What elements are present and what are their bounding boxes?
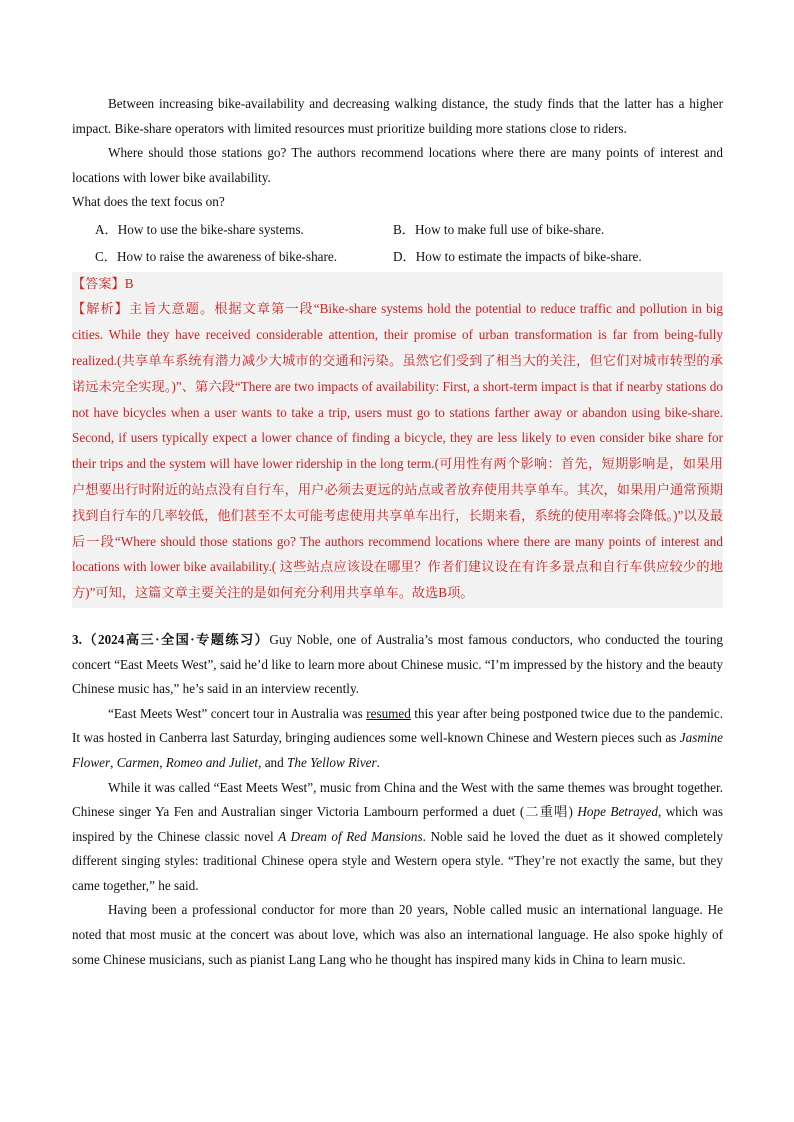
passage-paragraph: Between increasing bike-availability and decreasing walking distance, the study finds that the latter has a higher impact. Bike-share operators with limited resources must prioritize building more stations close to riders. bbox=[72, 96, 723, 136]
question-3-paragraph-1: 3.（2024高三·全国·专题练习）Guy Noble, one of Australia’s most famous conductors, who conducted the touring concert “East Meets West”, said he’d like to learn more about Chinese music. “I’m impressed by the history and the beauty Chinese music has,” he’s said in an interview recently. bbox=[72, 631, 724, 697]
question-3-paragraph-3: While it was called “East Meets West”, music from China and the West with the same themes was brought together. Chinese singer Ya Fen and Australian singer Victoria Lambourn performed a duet (二重唱) Hope Betrayed, which was inspired by the Chinese classic novel A Dream of Red Mansions. Noble said he loved the duet as it showed completely different singing styles: traditional Chinese opera style and Western opera style. “They’re not exactly the same, but they came together,” he said. bbox=[72, 779, 723, 893]
title-yellow-river: The Yellow River bbox=[287, 754, 377, 770]
option-a: A．How to use the bike-share systems. bbox=[95, 222, 304, 238]
title-carmen: Carmen bbox=[116, 754, 160, 770]
title-dream-of-red-mansions: A Dream of Red Mansions bbox=[278, 828, 423, 844]
question-3-paragraph-2: “East Meets West” concert tour in Australia was resumed this year after being postponed twice due to the pandemic. It was hosted in Canberra last Saturday, bringing audiences some well-known Chinese and Western pieces such as Jasmine Flower, Carmen, Romeo and Juliet, and The Yellow River. bbox=[72, 705, 723, 770]
question-source: （2024高三·全国·专题练习） bbox=[81, 631, 270, 647]
passage-paragraph: Where should those stations go? The authors recommend locations where there are many points of interest and locations with lower bike availability. bbox=[72, 145, 723, 185]
title-romeo-and-juliet: Romeo and Juliet bbox=[165, 754, 259, 770]
underlined-word: resumed bbox=[366, 705, 411, 721]
page-content bbox=[72, 92, 723, 972]
option-c: C．How to raise the awareness of bike-share. bbox=[95, 249, 338, 265]
question-options bbox=[72, 216, 723, 270]
question-stem: What does the text focus on? bbox=[72, 194, 225, 210]
question-number: 3. bbox=[72, 631, 82, 647]
answer-analysis: 【解析】主旨大意题。根据文章第一段“Bike-share systems hold the potential to reduce traffic and pollution in big cities. While they have received considerable attention, their promise of urban transformation is far from being-fully realized.(共享单车系统有潜力减少大城市的交通和污染。虽然它们受到了相当大的关注，但它们对城市转型的承诺远未完全实现。)”、第六段“There are two impacts of availability: First, a short-term impact is that if nearby stations do not have bicycles when a user wants to take a trip, users must go to stations farther away or abandon using bike-share. Second, if users typically expect a lower chance of finding a bicycle, they are less likely to even consider bike share for their trips and the system will have lower ridership in the long term.(可用性有两个影响：首先，短期影响是，如果用户想要出行时附近的站点没有自行车，用户必须去更远的站点或者放弃使用共享单车。其次，如果用户通常预期找到自行车的几率较低，他们甚至不太可能考虑使用共享单车出行，长期来看，系统的使用率将会降低。)”以及最后一段“Where should those stations go? The authors recommend locations where there are many points of interest and locations with lower bike availability.( 这些站点应该设在哪里？作者们建议设在有许多景点和自行车供应较少的地方)”可知，这篇文章主要关注的是如何充分利用共享单车。故选B项。 bbox=[72, 301, 723, 601]
answer-box bbox=[72, 272, 723, 608]
question-3-paragraph-4: Having been a professional conductor for more than 20 years, Noble called music an international language. He noted that most music at the concert was about love, which was also an international language. He also spoke highly of some Chinese musicians, such as pianist Lang Lang who he thought has inspired many kids in China to learn music. bbox=[72, 902, 723, 967]
answer-label: 【答案】B bbox=[72, 276, 134, 292]
title-hope-betrayed: Hope Betrayed bbox=[577, 804, 658, 820]
title-jasmine-flower: Jasmine Flower bbox=[72, 730, 723, 770]
option-b: B．How to make full use of bike-share. bbox=[393, 222, 605, 238]
option-d: D．How to estimate the impacts of bike-share. bbox=[393, 249, 642, 265]
